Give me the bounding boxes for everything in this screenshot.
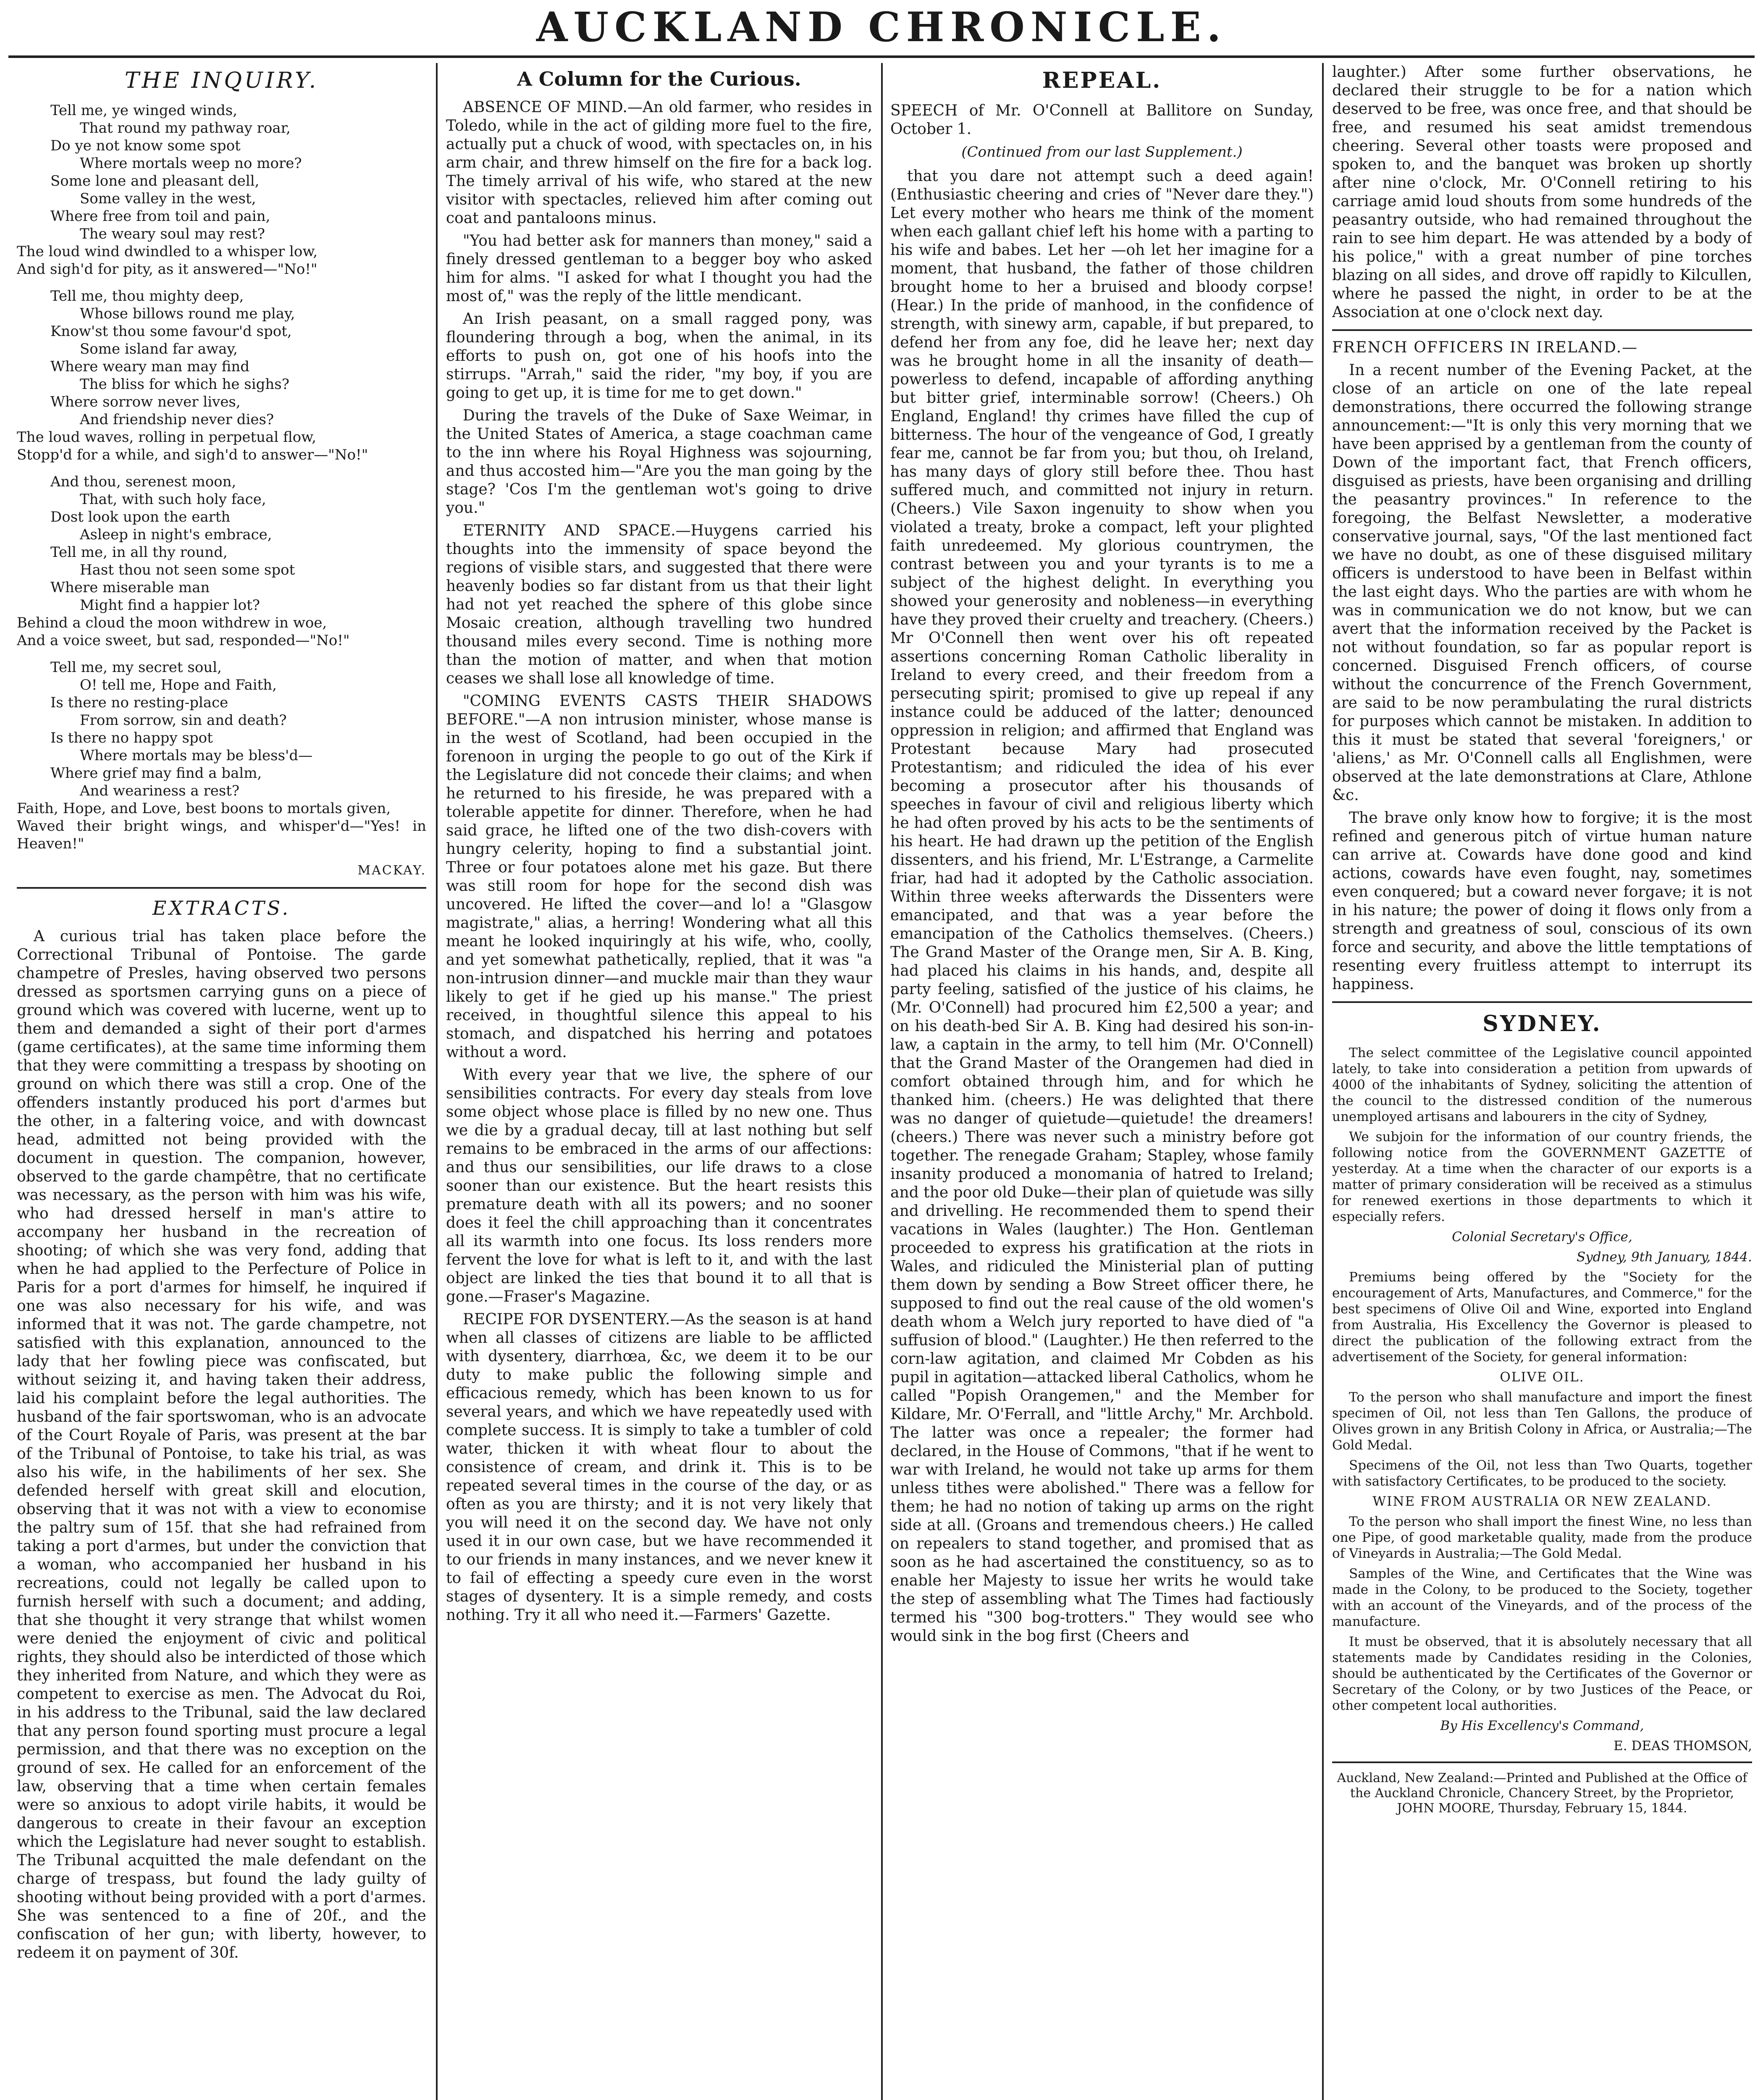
poem-line: Stopp'd for a while, and sigh'd to answer—"No!" (17, 446, 368, 463)
speech-paragraph: that you dare not attempt such a deed again! (Enthusiastic cheering and cries of "Never dare they.") Let every mother who hears me think of the moment when each gallant chief left his home with a parting to his wife and babes. Let her —oh let her imagine for a moment, that husband, the father of those children brought home to her a bruised and bloody corpse! (Hear.) In the pride of manhood, in the confidence of strength, with sinewy arm, capable, if but prepared, to defend her from any foe, did he leave her; next day was he brought home in all the insanity of death—powerless to defend, incapable of affording anything but bitter grief, interminable sorrow! (Cheers.) Oh England, England! thy crimes have filled the cup of bitterness. The hour of the vengeance of God, I greatly fear me, cannot be far from you; but thou, oh Ireland, has many days of glory still before thee. Thou hast suffered much, and committed not injury in return. (Cheers.) Vile Saxon ingenuity to show when you violated a treaty, broke a compact, left your plighted faith unredeemed. My glorious countrymen, the contrast between you and your tyrants is to me a subject of the highest delight. In everything you showed your generosity and nobleness—in everything have they proved their cruelty and treachery. (Cheers.) Mr O'Connell then went over his oft repeated assertions concerning Roman Catholic liberality in Ireland to every creed, and their freedom from a persecuting spirit; promised to give up repeal if any instance could be adduced of the latter; denounced oppression in religion; and affirmed that England was Protestant because Mary had prosecuted Protestantism; and ridiculed the idea of his ever becoming a prosecutor after his thousands of speeches in favour of civil and religious liberty which he had often proved by his acts to be the sentiments of his heart. He had drawn up the petition of the English dissenters, and his friend, Mr. L'Estrange, a Carmelite friar, had had it adopted by the Catholic association. Within three weeks afterwards the Dissenters were emancipated, and that was a year before the emancipation of the Catholics themselves. (Cheers.) The Grand Master of the Orange men, Sir A. B. King, had placed his claims in his hands, and, despite all party feeling, satisfied of the justice of his claims, he (Mr. O'Connell) had procured him £2,500 a year; and on his death-bed Sir A. B. King had desired his son-in-law, a captain in the army, to tell him (Mr. O'Connell) that the Grand Master of the Orangemen had died in comfort obtained through him, and for which he thanked him. (cheers.) He was delighted that there was no danger of quietude—quietude! the dreamers! (cheers.) There was never such a ministry before got together. The renegade Graham; Stapley, whose family insanity produced a monomania of hatred to Ireland; and the poor old Duke—their plan of quietude was silly and drivelling. He recommended them to spend their vacations in Wales (laughter.) The Hon. Gentleman proceeded to express his gratification at the riots in Wales, and ridiculed the Ministerial plan of putting them down by sending a Bow Street officer there, he supposed to find out the real cause of the old women's death whom a Welch jury reported to have died of "a suffusion of blood." (Laughter.) He then referred to the corn-law agitation, and claimed Mr Cobden as his pupil in agitation—attacked liberal Catholics, whom he called "Popish Orangemen," and the Member for Kildare, Mr. O'Ferrall, and "little Archy," Mr. Archbold. The latter was once a repealer; the former had declared, in the House of Commons, "that if he went to war with Ireland, he would not take up arms for them unless tithes were abolished." There was a fellow for them; he had no notion of taking up arms on the right side at all. (Groans and tremendous cheers.) He called on repealers to stand together, and promised that as soon as he had ascertained the constituency, so as to enable her Majesty to issue her writs he would take the step of assembling what The Times had factiously termed his "300 bog-trotters." They would see who would sink in the bog first (Cheers and (890, 168, 1314, 1645)
article-paragraph: RECIPE FOR DYSENTERY.—As the season is at hand when all classes of citizens are liable to be afflicted with dysentery, diarrhœa, &c, we deem it to be our duty to make public the following simple and efficacious remedy, which has been known to us for several years, and which we have repeatedly used with complete success. It is simply to take a tumbler of cold water, thicken it with wheat flour to about the consistence of cream, and drink it. This is to be repeated several times in the course of the day, or as often as you are thirsty; and it is not very likely that you will need it on the second day. We have not only used it in our own case, but we have recommended it to our friends in many instances, and we never knew it to fail of effecting a speedy cure even in the worst stages of dysentery. It is a simple remedy, and costs nothing. Try it all who need it.—Farmers' Gazette. (446, 1311, 872, 1624)
poem-line: Some valley in the west, (80, 190, 256, 207)
wine-heading: WINE FROM AUSTRALIA OR NEW ZEALAND. (1372, 1494, 1712, 1509)
poem-line: The bliss for which he sighs? (80, 376, 289, 393)
poem-line: From sorrow, sin and death? (80, 712, 287, 729)
extracts-paragraph: A curious trial has taken place before the Correctional Tribunal of Pontoise. The garde champetre of Presles, having observed two persons dressed as sportsmen carrying guns on a piece of ground which was covered with lucerne, went up to them and demanded a sight of their port d'armes (game certificates), at the same time informing them that they were committing a trespass by shooting on ground on which there was still a crop. One of the offenders instantly produced his port d'armes but the other, in a faltering voice, and with downcast head, admitted not being provided with the document in question. The companion, however, observed to the garde champêtre, that no certificate was necessary, as the person with him was his wife, who had dressed herself in man's attire to accompany her husband in the recreation of shooting; of which she was very fond, adding that when he had applied to the Perfecture of Police in Paris for a port d'armes for himself, he inquired if one was also necessary for his wife, and was informed that it was not. The garde champetre, not satisfied with this explanation, announced to the lady that her fowling piece was confiscated, but without seizing it, and having taken their address, laid his complaint before the legal authorities. The husband of the fair sportswoman, who is an advocate of the Court Royale of Paris, was present at the bar of the Tribunal of Pontoise, to take his trial, as was also his wife, in the habiliments of her sex. She defended herself with great skill and elocution, observing that it was not with a view to economise the paltry sum of 15f. that she had refrained from taking a port d'armes, but under the conviction that a woman, who accompanied her husband in his recreations, could not legally be called upon to furnish herself with such a document; and adding, that she thought it very strange that whilst women were denied the enjoyment of civic and political rights, they should also be interdicted of those which they inherited from Nature, and which they were as competent to exercise as men. The Advocat du Roi, in his address to the Tribunal, said the law declared that any person found sporting must procure a legal permission, and that there was no exception on the ground of sex. He called for an enforcement of the law, observing that a time when certain females were so anxious to adopt virile habits, it would be dangerous to create in their favour an exception which the Legislature had never sought to establish. The Tribunal acquitted the male defendant on the charge of trespass, but found the lady guilty of shooting without being provided with a port d'armes. She was sentenced to a fine of 20f., and the confiscation of her gun; with liberty, however, to redeem it on payment of 30f. (17, 928, 426, 1961)
command-line: By His Excellency's Command, (1440, 1718, 1644, 1733)
article-paragraph: During the travels of the Duke of Saxe Weimar, in the United States of America, a stage coachman came to the inn where his Royal Highness was sojourning, and thus accosted him—"Are you the man going by the stage? 'Cos I'm the gentleman wot's going to drive you." (446, 407, 872, 517)
french-paragraph: In a recent number of the Evening Packet, at the close of an article on one of the late repeal demonstrations, there occurred the following strange announcement:—"It is only this very morning that we have been apprised by a gentleman from the county of Down of the important fact, that French officers, disguised as priests, have been organising and drilling the peasantry provinces." In reference to the foregoing, the Belfast Newsletter, a moderative conservative journal, says, "Of the last mentioned fact we have no doubt, as one of these disguised military officers is understood to have been in Belfast within the last eight days. Who the parties are with whom he was in communication we do not know, but we can avert that the information received by the Packet is not without foundation, so far as popular report is concerned. Disguised French officers, of course without the concurrence of the French Government, are said to be now perambulating the rural districts for purposes which cannot be mistaken. In addition to this it must be stated that several 'foreigners,' or 'aliens,' as Mr. O'Connell calls all Englishmen, were observed at the late demonstrations at Clare, Athlone &c. (1332, 362, 1752, 804)
signature: E. DEAS THOMSON, (1613, 1738, 1752, 1754)
column-3 (890, 63, 1314, 2100)
sydney-section (1332, 1045, 1752, 1754)
poem-line: Tell me, thou mighty deep, (50, 288, 244, 304)
poem-line: Might find a happier lot? (80, 597, 260, 614)
poem-line: Where sorrow never lives, (50, 394, 241, 410)
olive-paragraph-2: Specimens of the Oil, not less than Two Quarts, together with satisfactory Certificates, to be produced to the society. (1332, 1458, 1752, 1489)
column-4 (1332, 63, 1752, 2100)
poem-line: Waved their bright wings, and whisper'd—"Yes! in Heaven!" (17, 818, 426, 852)
article-paragraph: An Irish peasant, on a small ragged pony, was floundering through a bog, when the animal, in its efforts to push on, got one of his hoofs into the stirrups. "Arrah," said the rider, "my boy, if you are going to get up, it is time for me to get down." (446, 310, 872, 402)
premiums-paragraph: Premiums being offered by the "Society for the encouragement of Arts, Manufactures, and Commerce," for the best specimens of Olive Oil and Wine, exported into England from Australia, His Excellency the Governor is pleased to direct the publication of the following extract from the advertisement of the Society, for general information: (1332, 1270, 1752, 1365)
poem-line: The weary soul may rest? (80, 226, 265, 242)
poem-line: Where mortals weep no more? (80, 155, 302, 172)
column-2 (446, 63, 872, 2100)
continued-note: (Continued from our last Supplement.) (961, 144, 1243, 160)
office-date: Sydney, 9th January, 1844. (1576, 1250, 1752, 1265)
poem-line: Do ye not know some spot (50, 137, 241, 154)
article-paragraph: "You had better ask for manners than money," said a finely dressed gentleman to a begger boy who asked him for alms. "I asked for what I thought you had the most of," was the reply of the little mendicant. (446, 232, 872, 305)
column-1 (17, 63, 426, 2100)
speech-heading: SPEECH of Mr. O'Connell at Ballitore on Sunday, October 1. (890, 102, 1314, 138)
article-paragraph: laughter.) After some further observations, he declared their struggle to be for a nation which deserved to be free, was once free, and that should be free, and resumed his seat amidst tremendous cheering. Several other toasts were proposed and spoken to, and the banquet was broken up shortly after nine o'clock, Mr. O'Connell retiring to his carriage amid loud shouts from some hundreds of the peasantry outside, who had remained throughout the rain to see him depart. He was attended by a body of his police," with a great number of pine torches blazing on all sides, and drove off rapidly to Kilcullen, where he passed the night, in order to be at the Association at one o'clock next day. (1332, 63, 1752, 321)
curious-title: A Column for the Curious. (517, 68, 801, 90)
poem-line: Some island far away, (80, 341, 238, 357)
column-rule-3 (1322, 63, 1324, 2100)
poem (17, 102, 426, 879)
poem-stanza (17, 102, 426, 278)
article-paragraph: ETERNITY AND SPACE.—Huygens carried his thoughts into the immensity of space beyond the regions of visible stars, and suggested that there were heavenly bodies so far distant from us that their light had not yet reached the sphere of this globe since Mosaic creation, although travelling two hundred thousand miles every second. Time is nothing more than the motion of matter, and when that motion ceases we shall lose all knowledge of time. (446, 522, 872, 687)
poem-line: Where weary man may find (50, 358, 249, 375)
poem-line: Tell me, ye winged winds, (50, 102, 238, 119)
poem-line: Hast thou not seen some spot (80, 562, 295, 578)
sydney-paragraph: We subjoin for the information of our country friends, the following notice from the GOVERNMENT GAZETTE of yesterday. At a time when the character of our exports is a matter of primary consideration will be received as a stimulus for renewed exertions in those departments to which it especially refers. (1332, 1129, 1752, 1224)
masthead: AUCKLAND CHRONICLE. (536, 3, 1227, 51)
section-divider (1332, 1001, 1752, 1003)
poem-line: And weariness a rest? (80, 782, 240, 799)
poem-line: Is there no happy spot (50, 730, 213, 746)
article-paragraph: With every year that we live, the sphere of our sensibilities contracts. For every day steals from love some object whose place is filled by no new one. Thus we die by a gradual decay, till at last nothing but self remains to be embraced in the arms of our affections: and thus our sensibilities, our life draws to a close sooner than our existence. But the heart resists this premature death with all its powers; and no sooner does it feel the chill approaching than it concentrates all its warmth into one focus. Its loss renders more fervent the love for what is left to it, and with the last object are linked the ties that bound it to all that is gone.—Fraser's Magazine. (446, 1066, 872, 1305)
poem-line: That, with such holy face, (80, 491, 266, 508)
extracts-title: EXTRACTS. (152, 897, 291, 919)
poem-line: Dost look upon the earth (50, 509, 231, 525)
poem-line: Where free from toil and pain, (50, 208, 270, 225)
poem-line: Some lone and pleasant dell, (50, 173, 260, 189)
poem-line: Tell me, my secret soul, (50, 659, 222, 676)
poem-line: Faith, Hope, and Love, best boons to mortals given, (17, 800, 391, 817)
poem-stanza (17, 473, 426, 649)
poem-stanza (17, 287, 426, 464)
poem-line: Tell me, in all thy round, (50, 544, 228, 561)
brave-paragraph: The brave only know how to forgive; it is the most refined and generous pitch of virtue human nature can arrive at. Cowards have done good and kind actions, cowards have even fought, nay, sometimes even conquered; but a coward never forgave; it is not in his nature; the power of doing it flows only from a strength and greatness of soul, conscious of its own force and security, and above the little temptations of resenting every fruitless attempt to interrupt its happiness. (1332, 809, 1752, 993)
french-heading: FRENCH OFFICERS IN IRELAND.— (1332, 339, 1638, 356)
poem-line: That round my pathway roar, (80, 120, 291, 136)
poem-line: And a voice sweet, but sad, responded—"No!" (17, 632, 350, 649)
poem-line: Behind a cloud the moon withdrew in woe, (17, 614, 327, 631)
poem-stanza (17, 659, 426, 853)
sydney-paragraph: The select committee of the Legislative council appointed lately, to take into consideration a petition from upwards of 4000 of the inhabitants of Sydney, soliciting the attention of the council to the distressed condition of the numerous unemployed artisans and labourers in the city of Sydney, (1332, 1045, 1752, 1124)
section-divider (1332, 329, 1752, 331)
poem-line: Asleep in night's embrace, (80, 526, 272, 543)
poem-author: MACKAY. (357, 863, 426, 878)
olive-heading: OLIVE OIL. (1500, 1370, 1585, 1385)
poem-line: Where mortals may be bless'd— (80, 747, 313, 764)
column-rule-1 (436, 63, 438, 2100)
wine-paragraph-2: Samples of the Wine, and Certificates that the Wine was made in the Colony, to be produced to the Society, together with an account of the Vineyards, and of the process of the manufacture. (1332, 1566, 1752, 1629)
poem-line: Know'st thou some favour'd spot, (50, 323, 292, 340)
poem-line: Whose billows round me play, (80, 305, 295, 322)
poem-line: And thou, serenest moon, (50, 473, 236, 490)
poem-line: And friendship never dies? (80, 411, 274, 428)
section-divider (17, 887, 426, 889)
section-divider (1332, 1761, 1752, 1763)
column-rule-2 (881, 63, 883, 2100)
poem-line: Is there no resting-place (50, 694, 228, 711)
poem-line: O! tell me, Hope and Faith, (80, 677, 277, 693)
poem-line: Where grief may find a balm, (50, 765, 262, 782)
colophon: Auckland, New Zealand:—Printed and Published at the Office of the Auckland Chronicle, Chancery Street, by the Proprietor, JOHN MOORE, Thursday, February 15, 1844. (1337, 1771, 1747, 1816)
poem-line: The loud wind dwindled to a whisper low, (17, 243, 318, 260)
masthead-rule (8, 55, 1755, 58)
wine-paragraph-3: It must be observed, that it is absolutely necessary that all statements made by Candidates residing in the Colonies, should be authenticated by the Certificates of the Governor or Secretary of the Colony, or by two Justices of the Peace, or other competent local authorities. (1332, 1634, 1752, 1713)
sydney-title: SYDNEY. (1482, 1011, 1602, 1037)
poem-line: The loud waves, rolling in perpetual flow, (17, 429, 317, 446)
poem-title: THE INQUIRY. (124, 68, 319, 93)
wine-paragraph: To the person who shall import the finest Wine, no less than one Pipe, of good marketable quality, made from the produce of Vineyards in Australia;—The Gold Medal. (1332, 1514, 1752, 1561)
poem-line: Where miserable man (50, 579, 210, 596)
repeal-title: REPEAL. (1042, 68, 1162, 93)
office-heading: Colonial Secretary's Office, (1452, 1229, 1632, 1244)
article-paragraph: "COMING EVENTS CASTS THEIR SHADOWS BEFORE."—A non intrusion minister, whose manse is in the west of Scotland, had been occupied in the forenoon in urging the people to go out of the Kirk if the Legislature did not concede their claims; and when he returned to his fireside, he was prepared with a tolerable appetite for dinner. Therefore, when he had said grace, he lifted one of the two dish-covers with hungry celerity, hoping to find a substantial joint. Three or four potatoes alone met his gaze. But there was still room for hope for the second dish was uncovered. He lifted the cover—and lo! a "Glasgow magistrate," alias, a herring! Wondering what all this meant he looked inquiringly at his wife, who, coolly, and yet somewhat pathetically, replied, that it was "a non-intrusion dinner—and muckle mair than they waur likely to get if he gied up his manse." The priest received, in thoughtful silence this appeal to his stomach, and dispatched his herring and potatoes without a word. (446, 693, 872, 1061)
olive-paragraph: To the person who shall manufacture and import the finest specimen of Oil, not less than Ten Gallons, the produce of Olives grown in any British Colony in Africa, or Australia;—The Gold Medal. (1332, 1390, 1752, 1453)
poem-line: And sigh'd for pity, as it answered—"No!" (17, 261, 317, 278)
article-paragraph: ABSENCE OF MIND.—An old farmer, who resides in Toledo, while in the act of gilding more fuel to the fire, actually put a chuck of wood, with spectacles on, in his arm chair, and threw himself on the fire for a back log. The timely arrival of his wife, who stared at the new visitor with spectacles, relieved him after coming out coat and pantaloons minus. (446, 99, 872, 227)
